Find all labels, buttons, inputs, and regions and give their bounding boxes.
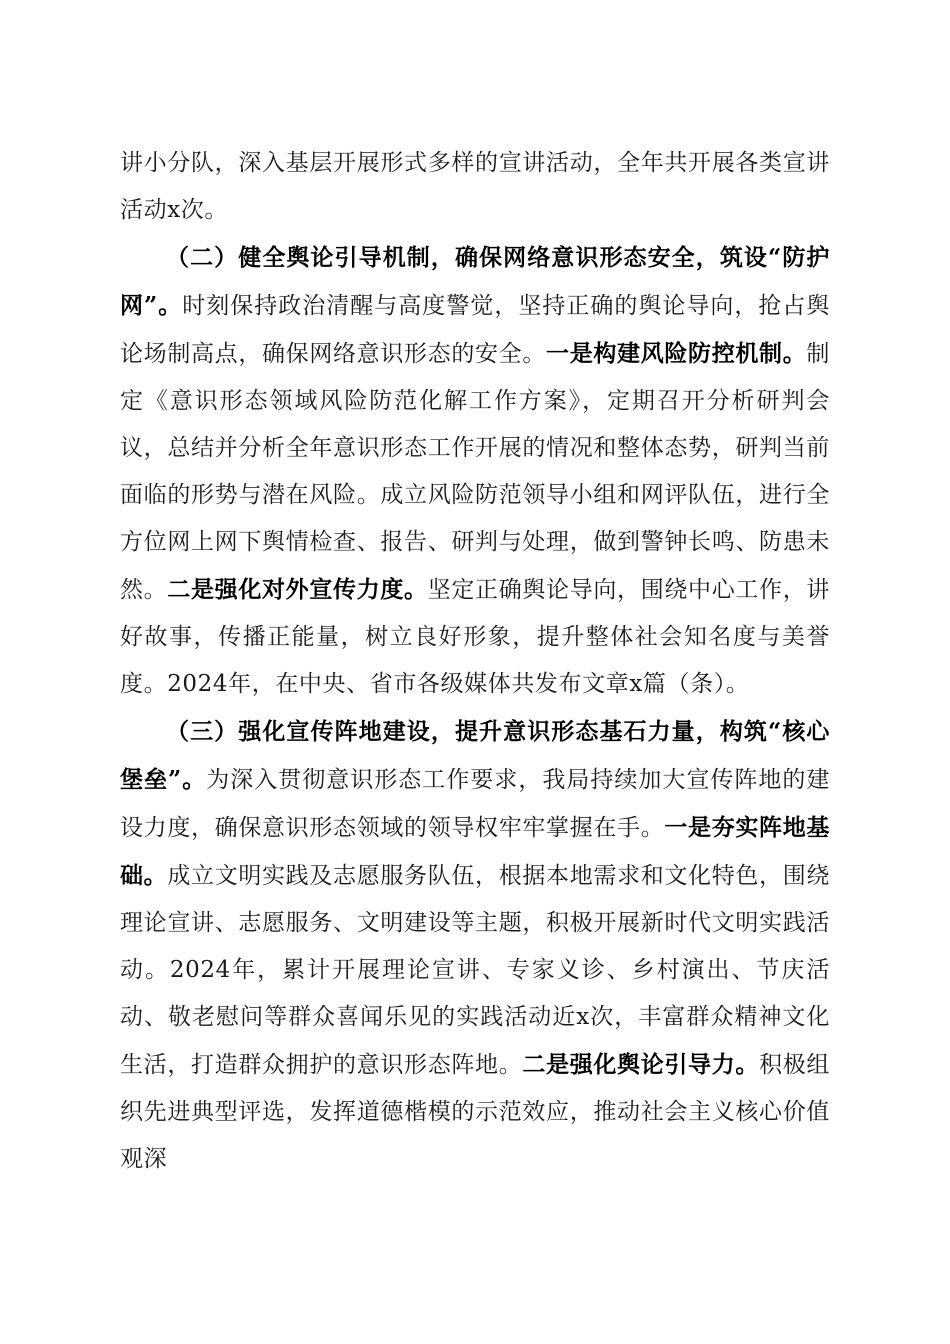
section-3-point-2-text: 积极组织先进典型评选，发挥道德楷模的示范效应，推动社会主义核心价值观深 bbox=[120, 1052, 830, 1172]
section-2-point-2-text: 坚定正确舆论导向，围绕中心工作，讲好故事，传播正能量，树立良好形象，提升整体社会知名度与美誉度。2024年，在中央、省市各级媒体共发布文章x篇（条）。 bbox=[120, 577, 830, 697]
document-body bbox=[120, 140, 830, 1183]
section-3-intro: 为深入贯彻意识形态工作要求，我局持续加大宣传阵地的建设力度，确保意识形态领域的领导权牢牢掌握在手。 bbox=[120, 767, 830, 841]
section-2-heading: （二）健全舆论引导机制，确保网络意识形态安全，筑设“防护网”。 bbox=[120, 244, 830, 319]
section-2-point-2-heading: 二是强化对外宣传力度。 bbox=[167, 576, 428, 603]
section-3-heading: （三）强化宣传阵地建设，提升意识形态基石力量，构筑“核心堡垒”。 bbox=[120, 718, 830, 793]
paragraph-continuation bbox=[120, 140, 830, 234]
section-2-point-1-text: 制定《意识形态领域风险防范化解工作方案》，定期召开分析研判会议，总结并分析全年意识形态工作开展的情况和整体态势，研判当前面临的形势与潜在风险。成立风险防范领导小组和网评队伍，进行全方位网上网下舆情检查、报告、研判与处理，做到警钟长鸣、防患未然。 bbox=[120, 341, 830, 603]
section-3-point-2-heading: 二是强化舆论引导力。 bbox=[522, 1051, 760, 1078]
section-2-point-1-heading: 一是构建风险防控机制。 bbox=[546, 340, 807, 367]
section-3-point-1-heading: 一是夯实阵地基础。 bbox=[120, 814, 830, 889]
paragraph-1-text: 讲小分队，深入基层开展形式多样的宣讲活动，全年共开展各类宣讲活动x次。 bbox=[120, 150, 830, 223]
section-2-intro: 时刻保持政治清醒与高度警觉，坚持正确的舆论导向，抢占舆论场制高点，确保网络意识形态的安全。 bbox=[120, 293, 830, 367]
paragraph-section-3 bbox=[120, 708, 830, 1183]
section-3-point-1-text: 成立文明实践及志愿服务队伍，根据本地需求和文化特色，围绕理论宣讲、志愿服务、文明建设等主题，积极开展新时代文明实践活动。2024年，累计开展理论宣讲、专家义诊、乡村演出、节庆活动、敬老慰问等群众喜闻乐见的实践活动近x次，丰富群众精神文化生活，打造群众拥护的意识形态阵地。 bbox=[120, 863, 830, 1078]
paragraph-section-2 bbox=[120, 234, 830, 708]
